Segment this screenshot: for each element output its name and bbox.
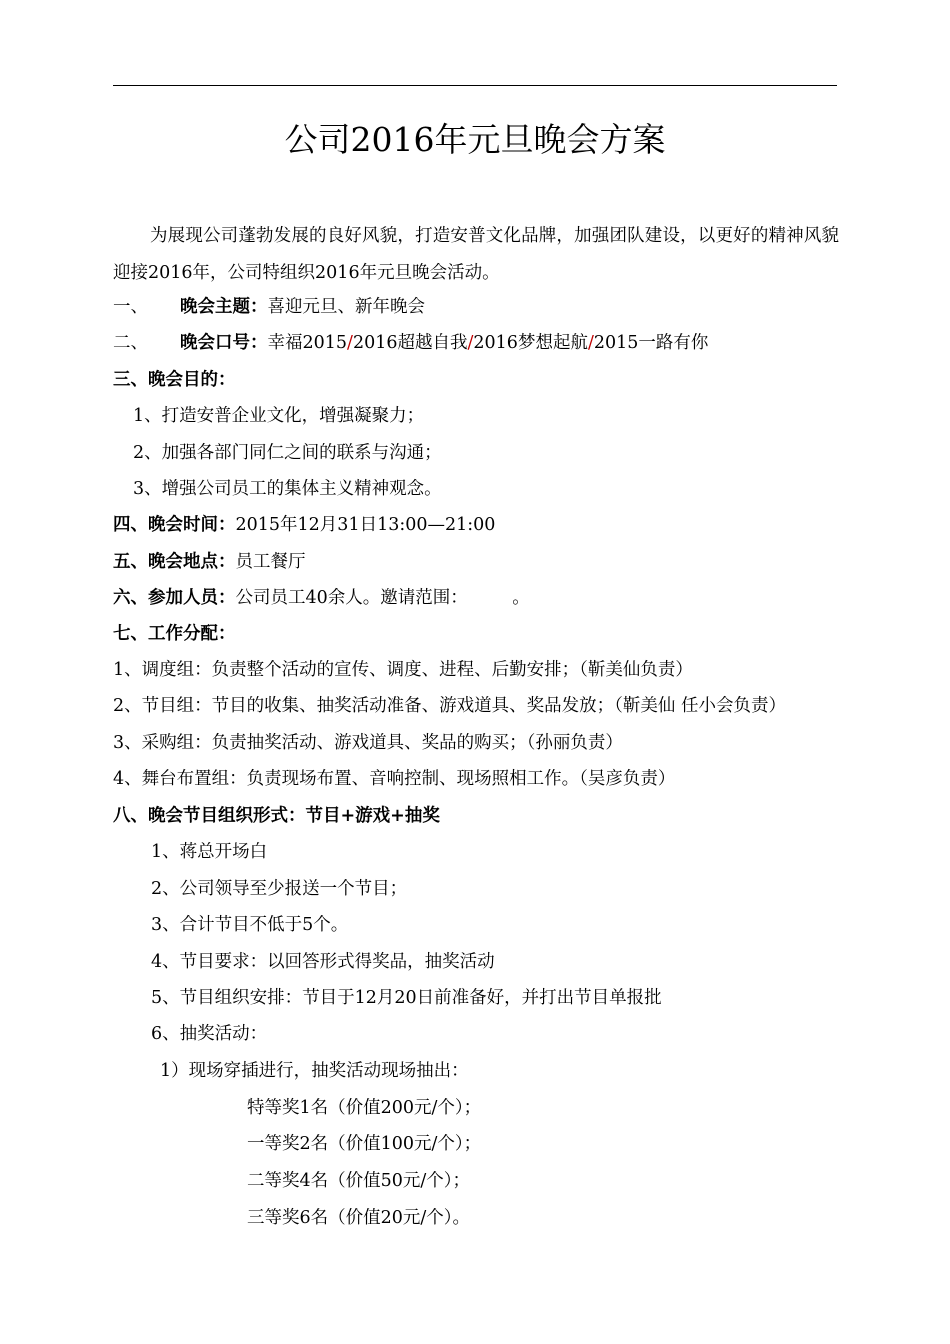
document-title: 公司2016年元旦晚会方案 (284, 120, 666, 159)
header-rule (113, 85, 837, 86)
slogan-part-1: 幸福2015 (267, 333, 348, 353)
time-value: 2015年12月31日13:00—21:00 (235, 515, 496, 535)
slogan-line (113, 330, 708, 356)
slogan-separator-3: / (587, 333, 594, 353)
intro-paragraph: 为展现公司蓬勃发展的良好风貌，打造安普文化品牌，加强团队建设，以更好的精神风貌迎接2016年，公司特组织2016年元旦晚会活动。 (113, 226, 839, 283)
slogan-part-3: 2016梦想起航 (473, 333, 588, 353)
lottery-intro: 1）现场穿插进行，抽奖活动现场抽出： (160, 1061, 469, 1081)
theme-value: 喜迎元旦、新年晚会 (267, 297, 425, 317)
theme-line (113, 294, 425, 320)
time-line (113, 512, 495, 538)
people-label: 六、参加人员： (113, 588, 236, 608)
place-line (113, 549, 306, 575)
prize-item: 二等奖4名（价值50元/个）； (247, 1171, 471, 1191)
work-item: 3、采购组：负责抽奖活动、游戏道具、奖品的购买；（孙丽负责） (113, 733, 623, 753)
theme-label: 晚会主题： (180, 297, 268, 317)
program-item: 2、公司领导至少报送一个节目； (151, 879, 408, 899)
work-item: 1、调度组：负责整个活动的宣传、调度、进程、后勤安排；（靳美仙负责） (113, 660, 693, 680)
program-item: 5、节目组织安排：节目于12月20日前准备好，并打出节目单报批 (151, 988, 662, 1008)
slogan-part-2: 2016超越自我 (352, 333, 468, 353)
slogan-number: 二、 (113, 333, 148, 353)
prize-item: 一等奖2名（价值100元/个）； (247, 1134, 482, 1154)
place-value: 员工餐厅 (235, 552, 306, 572)
program-item: 3、合计节目不低于5个。 (151, 915, 349, 935)
slogan-separator-2: / (467, 333, 474, 353)
prize-item: 特等奖1名（价值200元/个）； (247, 1098, 482, 1118)
program-heading: 八、晚会节目组织形式：节目+游戏+抽奖 (113, 806, 440, 826)
work-item: 2、节目组：节目的收集、抽奖活动准备、游戏道具、奖品发放；（靳美仙 任小会负责） (113, 696, 786, 716)
purpose-item: 1、打造安普企业文化，增强凝聚力； (133, 406, 425, 426)
slogan-label: 晚会口号： (180, 333, 268, 353)
place-label: 五、晚会地点： (113, 552, 236, 572)
purpose-item: 2、加强各部门同仁之间的联系与沟通； (133, 443, 442, 463)
program-item: 4、节目要求：以回答形式得奖品，抽奖活动 (151, 952, 495, 972)
prize-item: 三等奖6名（价值20元/个）。 (247, 1208, 471, 1228)
theme-number: 一、 (113, 297, 148, 317)
people-value: 公司员工40余人。邀请范围： 。 (235, 588, 530, 608)
work-item: 4、舞台布置组：负责现场布置、音响控制、现场照相工作。（吴彦负责） (113, 769, 676, 789)
program-item: 1、蒋总开场白 (151, 842, 268, 862)
slogan-part-4: 2015一路有你 (593, 333, 709, 353)
purpose-item: 3、增强公司员工的集体主义精神观念。 (133, 479, 442, 499)
purpose-heading: 三、晚会目的： (113, 370, 236, 390)
time-label: 四、晚会时间： (113, 515, 236, 535)
work-heading: 七、工作分配： (113, 624, 236, 644)
slogan-separator-1: / (347, 333, 353, 353)
program-item: 6、抽奖活动： (151, 1024, 268, 1044)
people-line (113, 585, 530, 611)
